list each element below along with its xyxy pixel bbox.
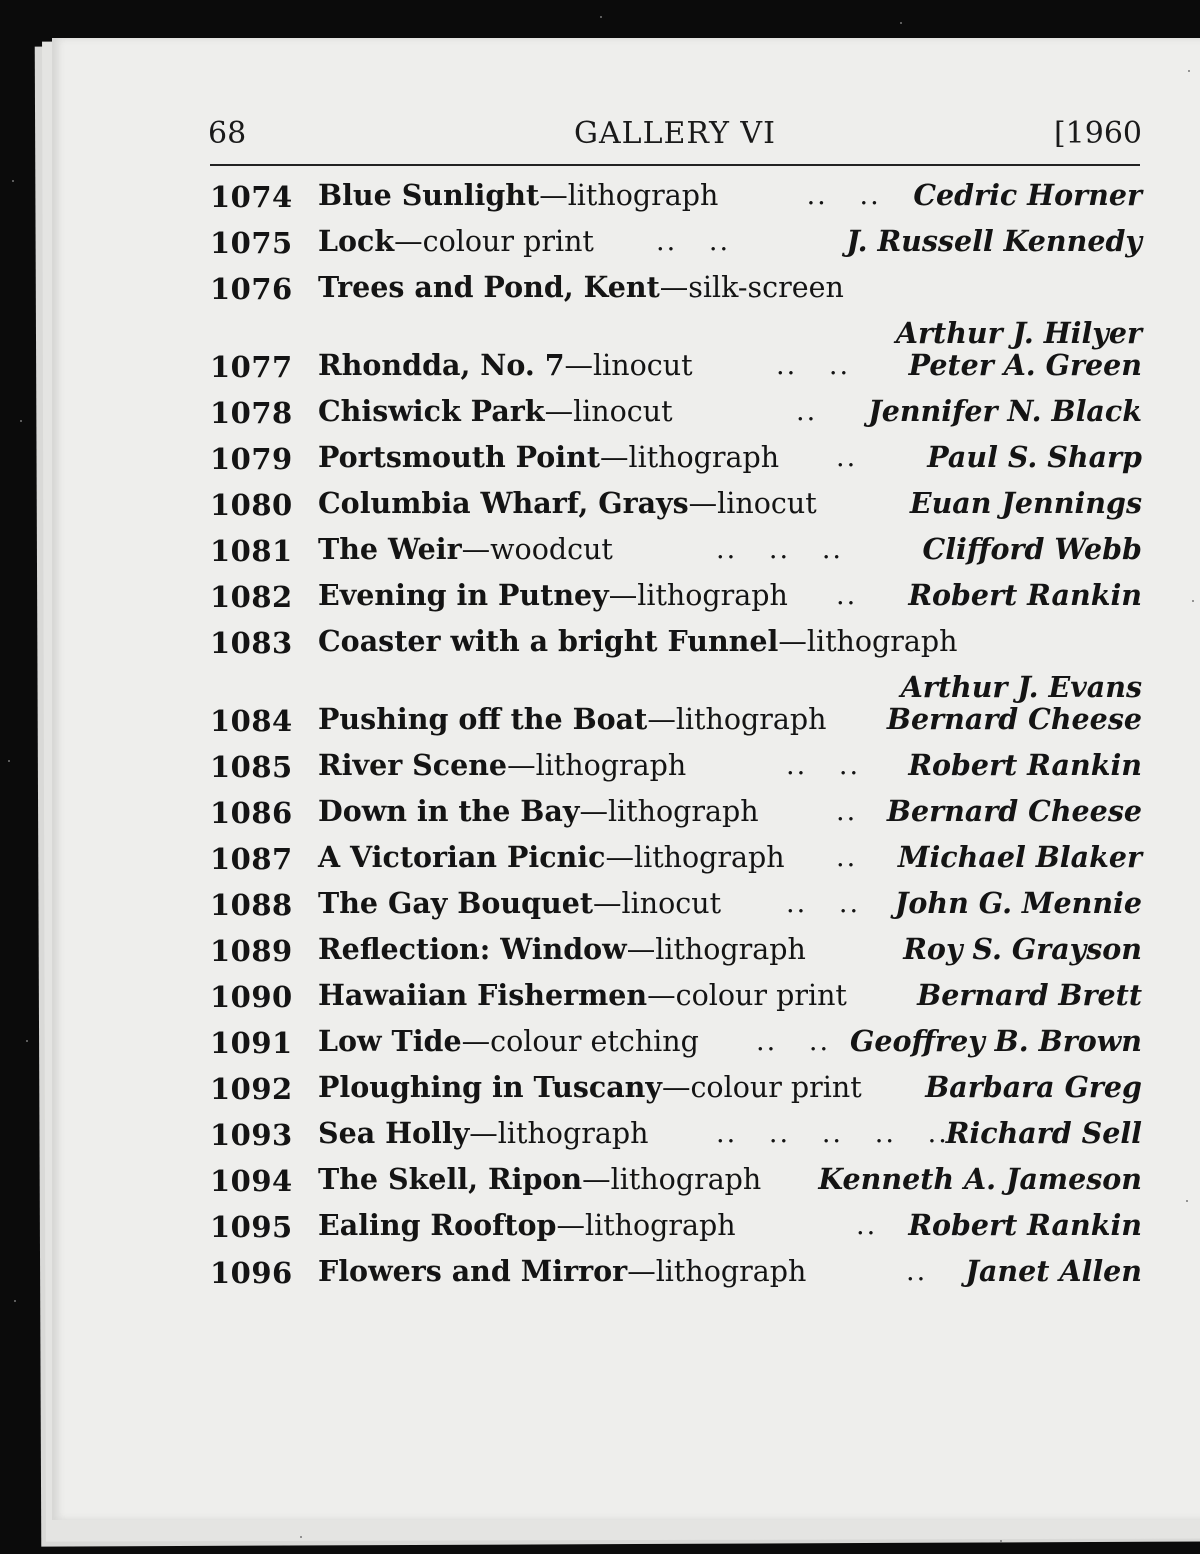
work-medium: —lithograph bbox=[647, 703, 827, 736]
artist-name: Roy S. Grayson bbox=[903, 932, 1142, 966]
work-title: Blue Sunlight bbox=[318, 178, 540, 212]
work-title: Portsmouth Point bbox=[318, 440, 600, 474]
entry-number: 1080 bbox=[210, 488, 293, 522]
entry-number: 1074 bbox=[210, 180, 293, 214]
entry-number: 1083 bbox=[210, 626, 293, 660]
dot-leaders: .. bbox=[836, 580, 858, 611]
entry-number: 1096 bbox=[210, 1256, 293, 1290]
entry-title bbox=[318, 978, 847, 1012]
entry-number: 1078 bbox=[210, 396, 293, 430]
background-speck bbox=[20, 420, 22, 422]
dot-leaders: .. .. bbox=[856, 1210, 931, 1241]
work-medium: —colour print bbox=[394, 225, 594, 258]
work-title: Flowers and Mirror bbox=[318, 1254, 628, 1288]
work-title: Ealing Rooftop bbox=[318, 1208, 557, 1242]
entry-number: 1092 bbox=[210, 1072, 293, 1106]
entry-number: 1093 bbox=[210, 1118, 293, 1152]
background-speck bbox=[900, 22, 902, 24]
artist-name: Bernard Brett bbox=[917, 978, 1142, 1012]
catalogue-entry bbox=[210, 744, 1142, 790]
artist-name: Bernard Cheese bbox=[886, 794, 1142, 828]
entry-number: 1091 bbox=[210, 1026, 293, 1060]
work-medium: —lithograph bbox=[778, 625, 958, 658]
work-title: Hawaiian Fishermen bbox=[318, 978, 648, 1012]
entry-title bbox=[318, 1024, 699, 1058]
entry-number: 1090 bbox=[210, 980, 293, 1014]
work-title: Down in the Bay bbox=[318, 794, 580, 828]
artist-name: Paul S. Sharp bbox=[927, 440, 1142, 474]
entry-number: 1089 bbox=[210, 934, 293, 968]
catalogue-entry bbox=[210, 220, 1142, 266]
catalogue-entry bbox=[210, 528, 1142, 574]
dot-leaders: .. .. .. bbox=[716, 534, 843, 565]
background-speck bbox=[300, 1536, 302, 1538]
artist-name: Bernard Cheese bbox=[886, 702, 1142, 736]
work-title: Evening in Putney bbox=[318, 578, 609, 612]
work-medium: —colour etching bbox=[461, 1025, 699, 1058]
catalogue-entry bbox=[210, 1204, 1142, 1250]
artist-name: Peter A. Green bbox=[908, 348, 1142, 382]
artist-name: Richard Sell bbox=[945, 1116, 1142, 1150]
work-title: Lock bbox=[318, 224, 395, 258]
dot-leaders: .. .. .. .. .. bbox=[716, 1118, 949, 1149]
background-speck bbox=[14, 1300, 16, 1302]
entry-title bbox=[318, 578, 788, 612]
catalogue-entry bbox=[210, 1112, 1142, 1158]
background-speck bbox=[8, 760, 10, 762]
catalogue-entry bbox=[210, 836, 1142, 882]
dot-leaders: .. bbox=[836, 442, 858, 473]
background-speck bbox=[1186, 1200, 1188, 1202]
entry-number: 1081 bbox=[210, 534, 293, 568]
work-title: A Victorian Picnic bbox=[318, 840, 606, 874]
dot-leaders: .. .. bbox=[776, 350, 851, 381]
work-title: Ploughing in Tuscany bbox=[318, 1070, 662, 1104]
work-medium: —lithograph bbox=[556, 1209, 736, 1242]
work-medium: —lithograph bbox=[608, 579, 788, 612]
work-medium: —linocut bbox=[544, 395, 673, 428]
work-title: The Weir bbox=[318, 532, 462, 566]
catalogue-entry bbox=[210, 1020, 1142, 1066]
dot-leaders: .. .. bbox=[786, 888, 861, 919]
catalogue-entry bbox=[210, 928, 1142, 974]
dot-leaders: .. .. bbox=[756, 1026, 831, 1057]
entry-number: 1087 bbox=[210, 842, 293, 876]
work-medium: —colour print bbox=[661, 1071, 862, 1104]
entry-number: 1085 bbox=[210, 750, 293, 784]
entry-number: 1086 bbox=[210, 796, 293, 830]
entry-title bbox=[318, 1208, 736, 1242]
catalogue-entry bbox=[210, 882, 1142, 928]
artist-name: Cedric Horner bbox=[913, 178, 1142, 212]
entry-title bbox=[318, 348, 693, 382]
header-rule bbox=[210, 164, 1140, 166]
background-speck bbox=[26, 1040, 28, 1042]
background-speck bbox=[600, 16, 602, 18]
entry-number: 1079 bbox=[210, 442, 293, 476]
page-header bbox=[208, 108, 1142, 158]
entry-title bbox=[318, 840, 785, 874]
artist-name: John G. Mennie bbox=[894, 886, 1142, 920]
work-medium: —linocut bbox=[688, 487, 817, 520]
entry-title bbox=[318, 794, 759, 828]
work-title: Pushing off the Boat bbox=[318, 702, 648, 736]
entry-title bbox=[318, 1070, 862, 1104]
work-title: Rhondda, No. 7 bbox=[318, 348, 565, 382]
catalogue-entry bbox=[210, 344, 1142, 390]
entry-title bbox=[318, 1254, 806, 1288]
artist-name: Robert Rankin bbox=[908, 578, 1142, 612]
artist-name: Geoffrey B. Brown bbox=[850, 1024, 1142, 1058]
entry-title bbox=[318, 1162, 761, 1196]
work-medium: —woodcut bbox=[461, 533, 613, 566]
entry-title bbox=[318, 178, 718, 212]
entry-title bbox=[318, 270, 844, 304]
entry-number: 1082 bbox=[210, 580, 293, 614]
artist-name: Robert Rankin bbox=[908, 748, 1142, 782]
work-title: The Gay Bouquet bbox=[318, 886, 594, 920]
work-medium: —lithograph bbox=[507, 749, 687, 782]
artist-name: Arthur J. Evans bbox=[900, 670, 1142, 704]
catalogue-entry bbox=[210, 1250, 1142, 1296]
work-title: Trees and Pond, Kent bbox=[318, 270, 660, 304]
work-medium: —linocut bbox=[593, 887, 722, 920]
work-medium: —silk-screen bbox=[659, 271, 844, 304]
background-speck bbox=[1000, 1540, 1002, 1542]
background-speck bbox=[12, 180, 14, 182]
entry-number: 1076 bbox=[210, 272, 293, 306]
work-title: River Scene bbox=[318, 748, 508, 782]
artist-name: Arthur J. Hilyer bbox=[895, 316, 1142, 350]
catalogue-entry bbox=[210, 266, 1142, 350]
artist-name: Barbara Greg bbox=[925, 1070, 1142, 1104]
catalogue-entry bbox=[210, 436, 1142, 482]
work-title: Reflection: Window bbox=[318, 932, 627, 966]
background-speck bbox=[1188, 70, 1190, 72]
dot-leaders: .. bbox=[836, 842, 858, 873]
entry-title bbox=[318, 624, 958, 658]
work-medium: —lithograph bbox=[626, 933, 806, 966]
entry-title bbox=[318, 394, 673, 428]
work-medium: —lithograph bbox=[469, 1117, 649, 1150]
dot-leaders: .. bbox=[906, 1256, 928, 1287]
artist-name: Clifford Webb bbox=[922, 532, 1142, 566]
catalogue-entry bbox=[210, 974, 1142, 1020]
work-medium: —lithograph bbox=[599, 441, 780, 474]
work-medium: —colour print bbox=[647, 979, 847, 1012]
entry-number: 1088 bbox=[210, 888, 293, 922]
dot-leaders: .. .. bbox=[656, 226, 731, 257]
work-medium: —lithograph bbox=[579, 795, 759, 828]
artist-name: Robert Rankin bbox=[908, 1208, 1142, 1242]
catalogue-entry bbox=[210, 1066, 1142, 1112]
artist-name: Euan Jennings bbox=[909, 486, 1142, 520]
entry-number: 1077 bbox=[210, 350, 293, 384]
dot-leaders: .. bbox=[796, 396, 818, 427]
entry-number: 1094 bbox=[210, 1164, 293, 1198]
entry-title bbox=[318, 748, 686, 782]
entry-title bbox=[318, 702, 826, 736]
entry-number: 1095 bbox=[210, 1210, 293, 1244]
work-medium: —lithograph bbox=[582, 1163, 762, 1196]
entry-title bbox=[318, 932, 806, 966]
catalogue-entry bbox=[210, 390, 1142, 436]
catalogue-entry bbox=[210, 790, 1142, 836]
entry-title bbox=[318, 532, 613, 566]
work-title: Columbia Wharf, Grays bbox=[318, 486, 689, 520]
work-medium: —lithograph bbox=[605, 841, 785, 874]
work-title: Chiswick Park bbox=[318, 394, 545, 428]
header-year: [1960 bbox=[1053, 116, 1142, 151]
catalogue-entry bbox=[210, 574, 1142, 620]
catalogue-entry bbox=[210, 482, 1142, 528]
entry-title bbox=[318, 440, 779, 474]
dot-leaders: .. .. bbox=[796, 180, 881, 211]
catalogue-entry bbox=[210, 698, 1142, 744]
entry-title bbox=[318, 224, 594, 258]
catalogue-entry bbox=[210, 174, 1142, 220]
dot-leaders: .. bbox=[836, 796, 858, 827]
background-speck bbox=[1192, 600, 1194, 602]
work-medium: —linocut bbox=[564, 349, 693, 382]
catalogue-entry bbox=[210, 620, 1142, 704]
work-title: Coaster with a bright Funnel bbox=[318, 624, 779, 658]
artist-name: Jennifer N. Black bbox=[868, 394, 1142, 428]
work-title: Sea Holly bbox=[318, 1116, 470, 1150]
entry-title bbox=[318, 486, 817, 520]
work-medium: —lithograph bbox=[627, 1255, 807, 1288]
catalogue-entry bbox=[210, 1158, 1142, 1204]
entry-number: 1075 bbox=[210, 226, 293, 260]
page-number: 68 bbox=[208, 116, 247, 151]
artist-name: Michael Blaker bbox=[897, 840, 1142, 874]
running-title: GALLERY VI bbox=[574, 116, 776, 151]
entry-number: 1084 bbox=[210, 704, 293, 738]
work-title: Low Tide bbox=[318, 1024, 462, 1058]
work-title: The Skell, Ripon bbox=[318, 1162, 583, 1196]
entry-title bbox=[318, 1116, 648, 1150]
artist-name: Kenneth A. Jameson bbox=[818, 1162, 1142, 1196]
dot-leaders: .. .. bbox=[786, 750, 861, 781]
artist-name: Janet Allen bbox=[965, 1254, 1142, 1288]
work-medium: —lithograph bbox=[539, 179, 719, 212]
artist-name: J. Russell Kennedy bbox=[846, 224, 1142, 258]
entry-title bbox=[318, 886, 721, 920]
